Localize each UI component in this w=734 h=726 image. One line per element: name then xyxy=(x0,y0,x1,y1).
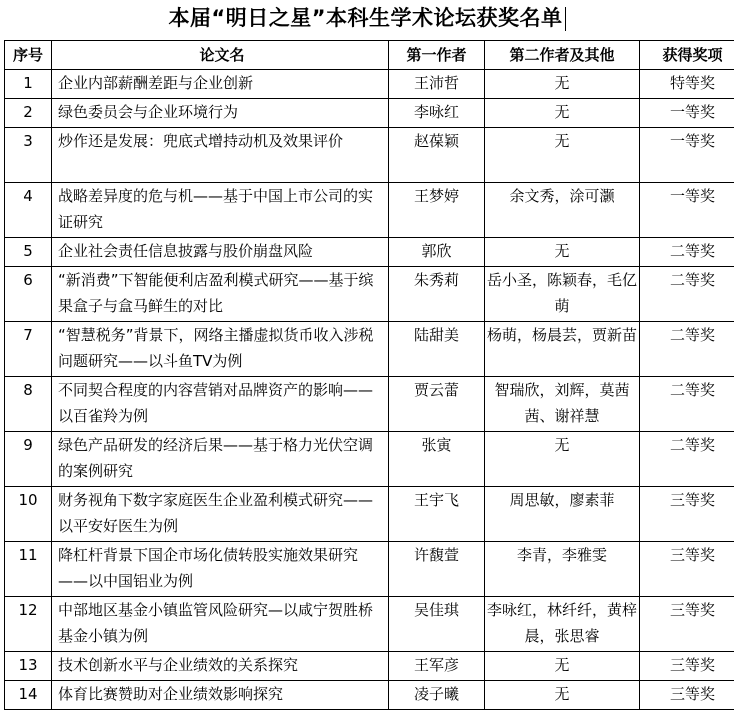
table-row xyxy=(5,597,734,652)
cell-award: 三等奖 xyxy=(640,487,734,542)
table-row xyxy=(5,487,734,542)
cell-first-author: 陆甜美 xyxy=(389,322,485,377)
cell-no: 13 xyxy=(5,652,52,681)
cell-paper: 财务视角下数字家庭医生企业盈利模式研究——以平安好医生为例 xyxy=(52,487,389,542)
cell-award: 三等奖 xyxy=(640,652,734,681)
cell-paper: 中部地区基金小镇监管风险研究—以咸宁贺胜桥基金小镇为例 xyxy=(52,597,389,652)
cell-first-author: 张寅 xyxy=(389,432,485,487)
cell-first-author: 赵葆颖 xyxy=(389,128,485,183)
cell-no: 14 xyxy=(5,681,52,710)
cell-second-authors: 无 xyxy=(485,652,640,681)
cell-award: 二等奖 xyxy=(640,377,734,432)
cell-first-author: 王沛哲 xyxy=(389,70,485,99)
cell-paper: 企业社会责任信息披露与股价崩盘风险 xyxy=(52,238,389,267)
text-cursor xyxy=(565,7,566,31)
cell-award: 二等奖 xyxy=(640,322,734,377)
cell-second-authors: 无 xyxy=(485,238,640,267)
cell-first-author: 朱秀莉 xyxy=(389,267,485,322)
cell-award: 三等奖 xyxy=(640,681,734,710)
cell-paper: 不同契合程度的内容营销对品牌资产的影响——以百雀羚为例 xyxy=(52,377,389,432)
cell-paper: 技术创新水平与企业绩效的关系探究 xyxy=(52,652,389,681)
cell-no: 11 xyxy=(5,542,52,597)
table-row xyxy=(5,183,734,238)
cell-first-author: 贾云蕾 xyxy=(389,377,485,432)
cell-no: 8 xyxy=(5,377,52,432)
cell-no: 7 xyxy=(5,322,52,377)
cell-second-authors: 杨萌，杨晨芸，贾新苗 xyxy=(485,322,640,377)
cell-second-authors: 无 xyxy=(485,128,640,183)
table-row xyxy=(5,99,734,128)
cell-no: 1 xyxy=(5,70,52,99)
cell-second-authors: 周思敏，廖素菲 xyxy=(485,487,640,542)
table-row xyxy=(5,432,734,487)
table-row xyxy=(5,267,734,322)
awards-table xyxy=(4,40,734,710)
title-text: 本届“明日之星”本科生学术论坛获奖名单 xyxy=(168,6,563,30)
table-row xyxy=(5,542,734,597)
cell-award: 特等奖 xyxy=(640,70,734,99)
cell-paper: 降杠杆背景下国企市场化债转股实施效果研究——以中国铝业为例 xyxy=(52,542,389,597)
cell-paper: 企业内部薪酬差距与企业创新 xyxy=(52,70,389,99)
cell-no: 3 xyxy=(5,128,52,183)
header-paper: 论文名 xyxy=(52,41,389,70)
cell-paper: 绿色委员会与企业环境行为 xyxy=(52,99,389,128)
table-row xyxy=(5,652,734,681)
table-row xyxy=(5,128,734,183)
cell-paper: 战略差异度的危与机——基于中国上市公司的实证研究 xyxy=(52,183,389,238)
cell-second-authors: 智瑞欣，刘辉，莫茜茜、谢祥慧 xyxy=(485,377,640,432)
cell-second-authors: 余文秀，涂可灏 xyxy=(485,183,640,238)
cell-no: 6 xyxy=(5,267,52,322)
cell-first-author: 许馥萱 xyxy=(389,542,485,597)
cell-first-author: 王宇飞 xyxy=(389,487,485,542)
cell-first-author: 郭欣 xyxy=(389,238,485,267)
cell-second-authors: 无 xyxy=(485,681,640,710)
cell-no: 5 xyxy=(5,238,52,267)
header-row xyxy=(5,41,734,70)
cell-no: 4 xyxy=(5,183,52,238)
cell-award: 二等奖 xyxy=(640,238,734,267)
cell-second-authors: 无 xyxy=(485,70,640,99)
cell-second-authors: 岳小圣，陈颖春，毛亿萌 xyxy=(485,267,640,322)
cell-paper: 绿色产品研发的经济后果——基于格力光伏空调的案例研究 xyxy=(52,432,389,487)
cell-second-authors: 李咏红，林纤纤，黄梓晨，张思睿 xyxy=(485,597,640,652)
cell-first-author: 李咏红 xyxy=(389,99,485,128)
table-row xyxy=(5,377,734,432)
cell-second-authors: 李青，李雅雯 xyxy=(485,542,640,597)
cell-no: 9 xyxy=(5,432,52,487)
header-award: 获得奖项 xyxy=(640,41,734,70)
cell-first-author: 王梦婷 xyxy=(389,183,485,238)
cell-no: 12 xyxy=(5,597,52,652)
cell-award: 二等奖 xyxy=(640,432,734,487)
table-row xyxy=(5,238,734,267)
cell-first-author: 王军彦 xyxy=(389,652,485,681)
table-row xyxy=(5,681,734,710)
cell-paper: 体育比赛赞助对企业绩效影响探究 xyxy=(52,681,389,710)
header-second-authors: 第二作者及其他 xyxy=(485,41,640,70)
cell-first-author: 吴佳琪 xyxy=(389,597,485,652)
cell-no: 10 xyxy=(5,487,52,542)
cell-award: 二等奖 xyxy=(640,267,734,322)
cell-paper: “新消费”下智能便利店盈利模式研究——基于缤果盒子与盒马鲜生的对比 xyxy=(52,267,389,322)
cell-award: 三等奖 xyxy=(640,542,734,597)
cell-award: 三等奖 xyxy=(640,597,734,652)
document-title xyxy=(0,0,734,40)
cell-first-author: 凌子曦 xyxy=(389,681,485,710)
header-first-author: 第一作者 xyxy=(389,41,485,70)
cell-award: 一等奖 xyxy=(640,99,734,128)
table-row xyxy=(5,70,734,99)
cell-paper: “智慧税务”背景下，网络主播虚拟货币收入涉税问题研究——以斗鱼TV为例 xyxy=(52,322,389,377)
header-no: 序号 xyxy=(5,41,52,70)
cell-second-authors: 无 xyxy=(485,99,640,128)
cell-paper: 炒作还是发展：兜底式增持动机及效果评价 xyxy=(52,128,389,183)
cell-award: 一等奖 xyxy=(640,128,734,183)
table-row xyxy=(5,322,734,377)
cell-no: 2 xyxy=(5,99,52,128)
cell-award: 一等奖 xyxy=(640,183,734,238)
cell-second-authors: 无 xyxy=(485,432,640,487)
